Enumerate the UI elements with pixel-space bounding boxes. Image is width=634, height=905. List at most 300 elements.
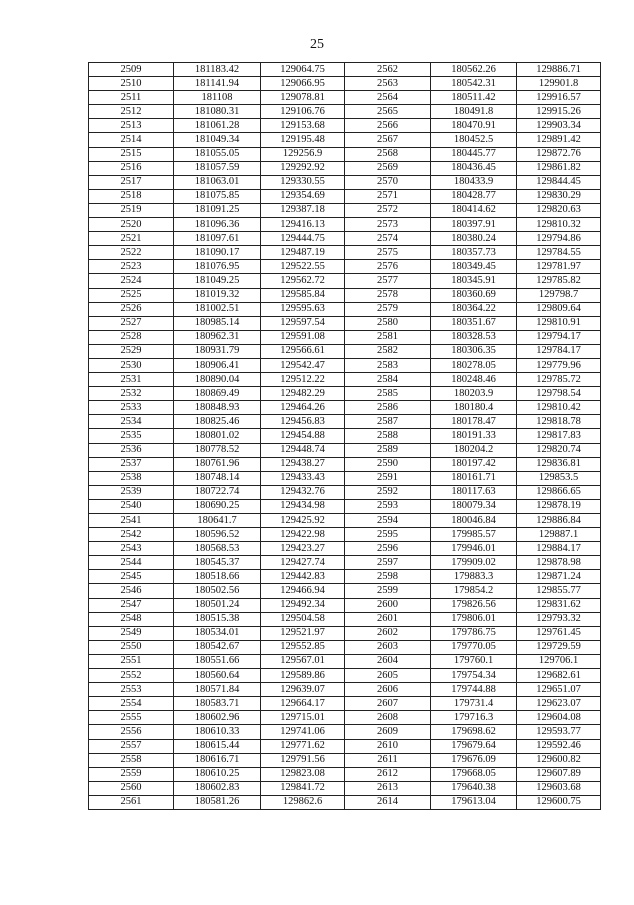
point-number-right-cell: 2567 (345, 133, 431, 147)
point-number-left-cell: 2539 (89, 485, 174, 499)
x-coordinate-right-cell: 180414.62 (431, 203, 517, 217)
y-coordinate-right-cell: 129600.75 (517, 795, 601, 809)
y-coordinate-left-cell: 129064.75 (261, 63, 345, 77)
point-number-right-cell: 2562 (345, 63, 431, 77)
x-coordinate-right-cell: 180562.26 (431, 63, 517, 77)
y-coordinate-right-cell: 129831.62 (517, 598, 601, 612)
x-coordinate-left-cell: 180801.02 (174, 429, 261, 443)
point-number-left-cell: 2550 (89, 640, 174, 654)
y-coordinate-left-cell: 129823.08 (261, 767, 345, 781)
y-coordinate-left-cell: 129482.29 (261, 387, 345, 401)
point-number-right-cell: 2572 (345, 203, 431, 217)
point-number-right-cell: 2564 (345, 91, 431, 105)
point-number-right-cell: 2584 (345, 373, 431, 387)
point-number-left-cell: 2529 (89, 344, 174, 358)
x-coordinate-right-cell: 180428.77 (431, 189, 517, 203)
point-number-right-cell: 2592 (345, 485, 431, 499)
y-coordinate-right-cell: 129855.77 (517, 584, 601, 598)
point-number-right-cell: 2573 (345, 218, 431, 232)
table-row (89, 711, 601, 725)
y-coordinate-right-cell: 129871.24 (517, 570, 601, 584)
x-coordinate-right-cell: 180117.63 (431, 485, 517, 499)
x-coordinate-left-cell: 181055.05 (174, 147, 261, 161)
point-number-right-cell: 2611 (345, 753, 431, 767)
x-coordinate-left-cell: 180869.49 (174, 387, 261, 401)
x-coordinate-right-cell: 179698.62 (431, 725, 517, 739)
y-coordinate-right-cell: 129872.76 (517, 147, 601, 161)
point-number-right-cell: 2574 (345, 232, 431, 246)
x-coordinate-right-cell: 180445.77 (431, 147, 517, 161)
y-coordinate-right-cell: 129623.07 (517, 697, 601, 711)
y-coordinate-right-cell: 129861.82 (517, 161, 601, 175)
x-coordinate-right-cell: 180203.9 (431, 387, 517, 401)
y-coordinate-right-cell: 129844.45 (517, 175, 601, 189)
y-coordinate-left-cell: 129416.13 (261, 218, 345, 232)
x-coordinate-left-cell: 180641.7 (174, 514, 261, 528)
point-number-left-cell: 2528 (89, 330, 174, 344)
y-coordinate-right-cell: 129779.96 (517, 358, 601, 372)
x-coordinate-left-cell: 180602.96 (174, 711, 261, 725)
point-number-right-cell: 2593 (345, 499, 431, 513)
y-coordinate-left-cell: 129066.95 (261, 77, 345, 91)
x-coordinate-left-cell: 181090.17 (174, 246, 261, 260)
table-row (89, 401, 601, 415)
table-row (89, 669, 601, 683)
y-coordinate-left-cell: 129791.56 (261, 753, 345, 767)
point-number-right-cell: 2578 (345, 288, 431, 302)
y-coordinate-right-cell: 129810.42 (517, 401, 601, 415)
y-coordinate-left-cell: 129466.94 (261, 584, 345, 598)
point-number-right-cell: 2597 (345, 556, 431, 570)
point-number-right-cell: 2596 (345, 542, 431, 556)
y-coordinate-left-cell: 129552.85 (261, 640, 345, 654)
y-coordinate-left-cell: 129195.48 (261, 133, 345, 147)
y-coordinate-right-cell: 129853.5 (517, 471, 601, 485)
x-coordinate-right-cell: 180357.73 (431, 246, 517, 260)
x-coordinate-left-cell: 180581.26 (174, 795, 261, 809)
x-coordinate-left-cell: 180545.37 (174, 556, 261, 570)
x-coordinate-right-cell: 179679.64 (431, 739, 517, 753)
point-number-right-cell: 2577 (345, 274, 431, 288)
point-number-left-cell: 2551 (89, 654, 174, 668)
y-coordinate-left-cell: 129438.27 (261, 457, 345, 471)
point-number-left-cell: 2540 (89, 499, 174, 513)
point-number-right-cell: 2590 (345, 457, 431, 471)
x-coordinate-right-cell: 180491.8 (431, 105, 517, 119)
x-coordinate-left-cell: 180890.04 (174, 373, 261, 387)
y-coordinate-left-cell: 129454.88 (261, 429, 345, 443)
point-number-right-cell: 2569 (345, 161, 431, 175)
y-coordinate-left-cell: 129504.58 (261, 612, 345, 626)
x-coordinate-left-cell: 180985.14 (174, 316, 261, 330)
x-coordinate-left-cell: 181075.85 (174, 189, 261, 203)
point-number-left-cell: 2511 (89, 91, 174, 105)
x-coordinate-right-cell: 179731.4 (431, 697, 517, 711)
table-row (89, 570, 601, 584)
y-coordinate-right-cell: 129915.26 (517, 105, 601, 119)
y-coordinate-left-cell: 129425.92 (261, 514, 345, 528)
point-number-left-cell: 2541 (89, 514, 174, 528)
coordinates-table-body (89, 63, 601, 810)
x-coordinate-right-cell: 180204.2 (431, 443, 517, 457)
point-number-right-cell: 2594 (345, 514, 431, 528)
table-row (89, 697, 601, 711)
x-coordinate-right-cell: 180470.91 (431, 119, 517, 133)
x-coordinate-left-cell: 180610.25 (174, 767, 261, 781)
point-number-left-cell: 2520 (89, 218, 174, 232)
point-number-right-cell: 2612 (345, 767, 431, 781)
y-coordinate-right-cell: 129886.71 (517, 63, 601, 77)
x-coordinate-left-cell: 181097.61 (174, 232, 261, 246)
point-number-left-cell: 2537 (89, 457, 174, 471)
table-row (89, 514, 601, 528)
table-row (89, 302, 601, 316)
x-coordinate-left-cell: 181091.25 (174, 203, 261, 217)
point-number-right-cell: 2580 (345, 316, 431, 330)
point-number-left-cell: 2534 (89, 415, 174, 429)
y-coordinate-right-cell: 129866.65 (517, 485, 601, 499)
y-coordinate-left-cell: 129464.26 (261, 401, 345, 415)
y-coordinate-left-cell: 129256.9 (261, 147, 345, 161)
y-coordinate-left-cell: 129427.74 (261, 556, 345, 570)
point-number-right-cell: 2591 (345, 471, 431, 485)
x-coordinate-right-cell: 179668.05 (431, 767, 517, 781)
y-coordinate-right-cell: 129785.82 (517, 274, 601, 288)
table-row (89, 189, 601, 203)
table-row (89, 133, 601, 147)
x-coordinate-left-cell: 180825.46 (174, 415, 261, 429)
table-row (89, 387, 601, 401)
x-coordinate-right-cell: 179806.01 (431, 612, 517, 626)
point-number-left-cell: 2515 (89, 147, 174, 161)
y-coordinate-right-cell: 129884.17 (517, 542, 601, 556)
table-row (89, 626, 601, 640)
point-number-right-cell: 2613 (345, 781, 431, 795)
x-coordinate-right-cell: 180248.46 (431, 373, 517, 387)
point-number-left-cell: 2554 (89, 697, 174, 711)
y-coordinate-left-cell: 129522.55 (261, 260, 345, 274)
y-coordinate-left-cell: 129521.97 (261, 626, 345, 640)
x-coordinate-right-cell: 180433.9 (431, 175, 517, 189)
point-number-right-cell: 2610 (345, 739, 431, 753)
y-coordinate-right-cell: 129836.81 (517, 457, 601, 471)
table-row (89, 91, 601, 105)
point-number-left-cell: 2510 (89, 77, 174, 91)
x-coordinate-right-cell: 180397.91 (431, 218, 517, 232)
y-coordinate-right-cell: 129830.29 (517, 189, 601, 203)
point-number-right-cell: 2588 (345, 429, 431, 443)
y-coordinate-left-cell: 129512.22 (261, 373, 345, 387)
x-coordinate-right-cell: 180542.31 (431, 77, 517, 91)
y-coordinate-left-cell: 129153.68 (261, 119, 345, 133)
y-coordinate-left-cell: 129492.34 (261, 598, 345, 612)
y-coordinate-right-cell: 129810.32 (517, 218, 601, 232)
y-coordinate-right-cell: 129878.19 (517, 499, 601, 513)
point-number-right-cell: 2582 (345, 344, 431, 358)
point-number-left-cell: 2542 (89, 528, 174, 542)
x-coordinate-left-cell: 180906.41 (174, 358, 261, 372)
table-row (89, 218, 601, 232)
point-number-left-cell: 2557 (89, 739, 174, 753)
y-coordinate-left-cell: 129589.86 (261, 669, 345, 683)
point-number-left-cell: 2514 (89, 133, 174, 147)
y-coordinate-left-cell: 129442.83 (261, 570, 345, 584)
y-coordinate-right-cell: 129651.07 (517, 683, 601, 697)
x-coordinate-right-cell: 179744.88 (431, 683, 517, 697)
y-coordinate-left-cell: 129444.75 (261, 232, 345, 246)
point-number-right-cell: 2581 (345, 330, 431, 344)
x-coordinate-left-cell: 180602.83 (174, 781, 261, 795)
point-number-left-cell: 2546 (89, 584, 174, 598)
table-row (89, 767, 601, 781)
table-row (89, 429, 601, 443)
y-coordinate-left-cell: 129542.47 (261, 358, 345, 372)
y-coordinate-left-cell: 129330.55 (261, 175, 345, 189)
table-row (89, 640, 601, 654)
point-number-right-cell: 2598 (345, 570, 431, 584)
point-number-right-cell: 2583 (345, 358, 431, 372)
table-row (89, 654, 601, 668)
y-coordinate-right-cell: 129604.08 (517, 711, 601, 725)
x-coordinate-left-cell: 181096.36 (174, 218, 261, 232)
point-number-left-cell: 2548 (89, 612, 174, 626)
point-number-left-cell: 2525 (89, 288, 174, 302)
x-coordinate-right-cell: 180180.4 (431, 401, 517, 415)
point-number-left-cell: 2561 (89, 795, 174, 809)
y-coordinate-left-cell: 129566.61 (261, 344, 345, 358)
point-number-left-cell: 2547 (89, 598, 174, 612)
table-row (89, 443, 601, 457)
y-coordinate-right-cell: 129878.98 (517, 556, 601, 570)
x-coordinate-left-cell: 181061.28 (174, 119, 261, 133)
y-coordinate-right-cell: 129916.57 (517, 91, 601, 105)
point-number-right-cell: 2575 (345, 246, 431, 260)
table-row (89, 161, 601, 175)
x-coordinate-right-cell: 179760.1 (431, 654, 517, 668)
x-coordinate-right-cell: 179786.75 (431, 626, 517, 640)
point-number-right-cell: 2608 (345, 711, 431, 725)
page-number: 25 (310, 37, 324, 52)
table-row (89, 725, 601, 739)
point-number-left-cell: 2560 (89, 781, 174, 795)
table-row (89, 175, 601, 189)
x-coordinate-left-cell: 181108 (174, 91, 261, 105)
y-coordinate-right-cell: 129820.63 (517, 203, 601, 217)
point-number-left-cell: 2512 (89, 105, 174, 119)
point-number-left-cell: 2519 (89, 203, 174, 217)
y-coordinate-left-cell: 129448.74 (261, 443, 345, 457)
table-row (89, 260, 601, 274)
point-number-right-cell: 2565 (345, 105, 431, 119)
y-coordinate-left-cell: 129422.98 (261, 528, 345, 542)
y-coordinate-right-cell: 129706.1 (517, 654, 601, 668)
y-coordinate-right-cell: 129903.34 (517, 119, 601, 133)
y-coordinate-right-cell: 129784.55 (517, 246, 601, 260)
point-number-right-cell: 2586 (345, 401, 431, 415)
y-coordinate-left-cell: 129078.81 (261, 91, 345, 105)
x-coordinate-left-cell: 180748.14 (174, 471, 261, 485)
x-coordinate-left-cell: 180962.31 (174, 330, 261, 344)
point-number-right-cell: 2607 (345, 697, 431, 711)
y-coordinate-left-cell: 129292.92 (261, 161, 345, 175)
table-row (89, 542, 601, 556)
y-coordinate-left-cell: 129664.17 (261, 697, 345, 711)
y-coordinate-left-cell: 129591.08 (261, 330, 345, 344)
point-number-left-cell: 2531 (89, 373, 174, 387)
point-number-right-cell: 2605 (345, 669, 431, 683)
point-number-left-cell: 2543 (89, 542, 174, 556)
table-row (89, 119, 601, 133)
table-row (89, 556, 601, 570)
y-coordinate-left-cell: 129741.06 (261, 725, 345, 739)
table-row (89, 612, 601, 626)
table-row (89, 499, 601, 513)
point-number-right-cell: 2599 (345, 584, 431, 598)
y-coordinate-left-cell: 129597.54 (261, 316, 345, 330)
y-coordinate-left-cell: 129595.63 (261, 302, 345, 316)
x-coordinate-left-cell: 180515.38 (174, 612, 261, 626)
table-row (89, 288, 601, 302)
x-coordinate-left-cell: 180848.93 (174, 401, 261, 415)
x-coordinate-right-cell: 180328.53 (431, 330, 517, 344)
x-coordinate-right-cell: 179716.3 (431, 711, 517, 725)
point-number-right-cell: 2563 (345, 77, 431, 91)
table-row (89, 274, 601, 288)
y-coordinate-right-cell: 129901.8 (517, 77, 601, 91)
y-coordinate-right-cell: 129794.17 (517, 330, 601, 344)
point-number-left-cell: 2518 (89, 189, 174, 203)
point-number-left-cell: 2509 (89, 63, 174, 77)
x-coordinate-left-cell: 180551.66 (174, 654, 261, 668)
point-number-left-cell: 2517 (89, 175, 174, 189)
point-number-right-cell: 2595 (345, 528, 431, 542)
point-number-left-cell: 2522 (89, 246, 174, 260)
x-coordinate-left-cell: 181080.31 (174, 105, 261, 119)
x-coordinate-left-cell: 180931.79 (174, 344, 261, 358)
point-number-left-cell: 2555 (89, 711, 174, 725)
coordinates-table (88, 62, 601, 810)
y-coordinate-right-cell: 129729.59 (517, 640, 601, 654)
x-coordinate-right-cell: 180364.22 (431, 302, 517, 316)
y-coordinate-left-cell: 129456.83 (261, 415, 345, 429)
x-coordinate-right-cell: 179854.2 (431, 584, 517, 598)
x-coordinate-right-cell: 179826.56 (431, 598, 517, 612)
y-coordinate-right-cell: 129820.74 (517, 443, 601, 457)
point-number-left-cell: 2544 (89, 556, 174, 570)
table-row (89, 471, 601, 485)
x-coordinate-left-cell: 180778.52 (174, 443, 261, 457)
table-row (89, 584, 601, 598)
x-coordinate-left-cell: 181057.59 (174, 161, 261, 175)
point-number-left-cell: 2533 (89, 401, 174, 415)
table-row (89, 330, 601, 344)
table-row (89, 63, 601, 77)
point-number-left-cell: 2530 (89, 358, 174, 372)
y-coordinate-right-cell: 129798.54 (517, 387, 601, 401)
point-number-left-cell: 2536 (89, 443, 174, 457)
y-coordinate-left-cell: 129387.18 (261, 203, 345, 217)
point-number-right-cell: 2604 (345, 654, 431, 668)
table-row (89, 246, 601, 260)
x-coordinate-left-cell: 181063.01 (174, 175, 261, 189)
y-coordinate-right-cell: 129761.45 (517, 626, 601, 640)
x-coordinate-right-cell: 180161.71 (431, 471, 517, 485)
table-row (89, 598, 601, 612)
y-coordinate-left-cell: 129567.01 (261, 654, 345, 668)
x-coordinate-right-cell: 180178.47 (431, 415, 517, 429)
x-coordinate-left-cell: 180501.24 (174, 598, 261, 612)
table-row (89, 683, 601, 697)
point-number-left-cell: 2556 (89, 725, 174, 739)
point-number-right-cell: 2587 (345, 415, 431, 429)
y-coordinate-right-cell: 129603.68 (517, 781, 601, 795)
table-row (89, 415, 601, 429)
point-number-right-cell: 2601 (345, 612, 431, 626)
x-coordinate-left-cell: 181183.42 (174, 63, 261, 77)
x-coordinate-right-cell: 180306.35 (431, 344, 517, 358)
x-coordinate-right-cell: 180278.05 (431, 358, 517, 372)
point-number-left-cell: 2538 (89, 471, 174, 485)
point-number-right-cell: 2614 (345, 795, 431, 809)
point-number-right-cell: 2606 (345, 683, 431, 697)
point-number-right-cell: 2571 (345, 189, 431, 203)
point-number-left-cell: 2558 (89, 753, 174, 767)
y-coordinate-right-cell: 129887.1 (517, 528, 601, 542)
x-coordinate-right-cell: 179676.09 (431, 753, 517, 767)
y-coordinate-right-cell: 129798.7 (517, 288, 601, 302)
x-coordinate-right-cell: 179883.3 (431, 570, 517, 584)
point-number-left-cell: 2545 (89, 570, 174, 584)
y-coordinate-right-cell: 129781.97 (517, 260, 601, 274)
x-coordinate-left-cell: 180560.64 (174, 669, 261, 683)
x-coordinate-right-cell: 180452.5 (431, 133, 517, 147)
point-number-left-cell: 2521 (89, 232, 174, 246)
x-coordinate-left-cell: 180596.52 (174, 528, 261, 542)
x-coordinate-right-cell: 179909.02 (431, 556, 517, 570)
y-coordinate-left-cell: 129432.76 (261, 485, 345, 499)
x-coordinate-left-cell: 181141.94 (174, 77, 261, 91)
y-coordinate-right-cell: 129593.77 (517, 725, 601, 739)
x-coordinate-left-cell: 180583.71 (174, 697, 261, 711)
x-coordinate-left-cell: 181076.95 (174, 260, 261, 274)
point-number-right-cell: 2576 (345, 260, 431, 274)
y-coordinate-right-cell: 129607.89 (517, 767, 601, 781)
x-coordinate-left-cell: 180518.66 (174, 570, 261, 584)
x-coordinate-right-cell: 179946.01 (431, 542, 517, 556)
x-coordinate-left-cell: 180722.74 (174, 485, 261, 499)
x-coordinate-left-cell: 180615.44 (174, 739, 261, 753)
y-coordinate-right-cell: 129784.17 (517, 344, 601, 358)
point-number-left-cell: 2523 (89, 260, 174, 274)
x-coordinate-right-cell: 180349.45 (431, 260, 517, 274)
x-coordinate-left-cell: 180690.25 (174, 499, 261, 513)
y-coordinate-right-cell: 129592.46 (517, 739, 601, 753)
y-coordinate-left-cell: 129106.76 (261, 105, 345, 119)
x-coordinate-right-cell: 179985.57 (431, 528, 517, 542)
x-coordinate-left-cell: 180502.56 (174, 584, 261, 598)
y-coordinate-left-cell: 129715.01 (261, 711, 345, 725)
point-number-right-cell: 2568 (345, 147, 431, 161)
y-coordinate-right-cell: 129817.83 (517, 429, 601, 443)
x-coordinate-right-cell: 180345.91 (431, 274, 517, 288)
y-coordinate-left-cell: 129562.72 (261, 274, 345, 288)
point-number-right-cell: 2579 (345, 302, 431, 316)
y-coordinate-left-cell: 129862.6 (261, 795, 345, 809)
x-coordinate-right-cell: 179770.05 (431, 640, 517, 654)
point-number-left-cell: 2527 (89, 316, 174, 330)
point-number-left-cell: 2553 (89, 683, 174, 697)
y-coordinate-left-cell: 129354.69 (261, 189, 345, 203)
